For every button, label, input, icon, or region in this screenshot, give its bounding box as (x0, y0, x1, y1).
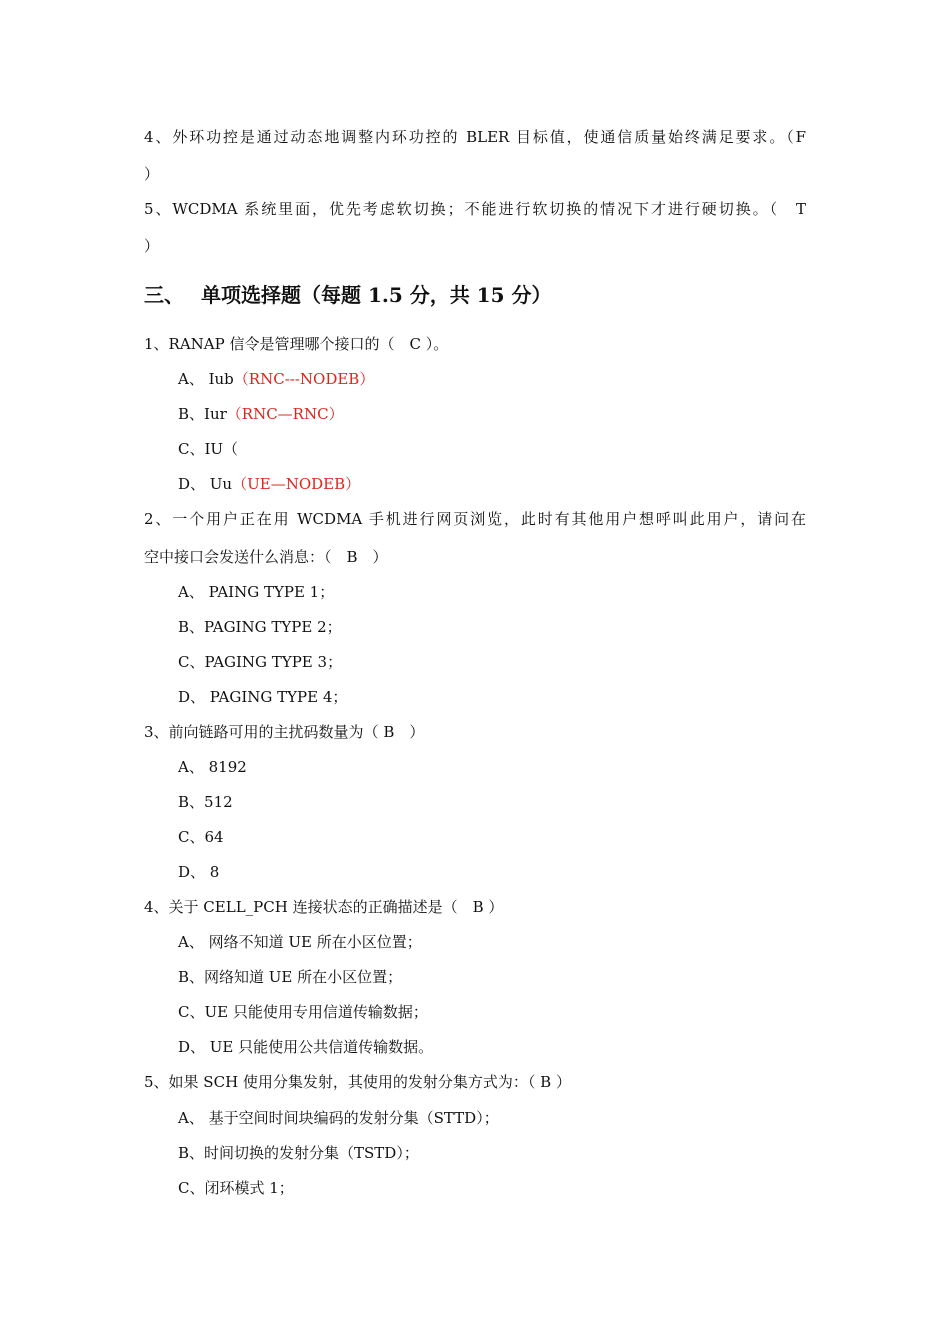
question-4-option-d: D、 UE 只能使用公共信道传输数据。 (178, 1038, 434, 1056)
question-1-option-c (178, 439, 806, 459)
question-3-option-a: A、 8192 (178, 758, 247, 776)
option-annotation: （RNC—RNC） (226, 405, 344, 423)
option-text: D、 Uu (178, 475, 233, 493)
section-title: 单项选择题（每题 1.5 分，共 15 分） (201, 283, 552, 307)
question-5-option-b: B、时间切换的发射分集（TSTD）； (178, 1144, 419, 1162)
question-2-stem: 2、一个用户正在用 WCDMA 手机进行网页浏览，此时有其他用户想呼叫此用户，请问在 (144, 510, 806, 528)
question-1-option-d (178, 474, 806, 494)
question-1-stem: 1、RANAP 信令是管理哪个接口的（ C ）。 (144, 335, 449, 353)
judgement-q5: 5、WCDMA 系统里面，优先考虑软切换；不能进行软切换的情况下才进行硬切换。（ T (144, 200, 806, 218)
judgement-q5-close: ） (144, 237, 160, 255)
question-1-option-a (178, 369, 806, 389)
question-2-option-b: B、PAGING TYPE 2； (178, 618, 342, 636)
question-2-stem-continued: 空中接口会发送什么消息：（ B ） (144, 548, 388, 566)
section-number: 三、 (144, 283, 184, 307)
question-4-stem: 4、关于 CELL_PCH 连接状态的正确描述是（ B ） (144, 898, 504, 916)
question-3-option-d: D、 8 (178, 863, 220, 881)
question-3-option-b: B、512 (178, 793, 233, 811)
question-5-stem: 5、如果 SCH 使用分集发射，其使用的发射分集方式为：（ B ） (144, 1073, 571, 1091)
section-heading (144, 282, 551, 308)
question-2-option-a: A、 PAING TYPE 1； (178, 583, 335, 601)
question-4-option-c: C、UE 只能使用专用信道传输数据； (178, 1003, 428, 1021)
judgement-q4: 4、外环功控是通过动态地调整内环功控的 BLER 目标值，使通信质量始终满足要求。（F (144, 128, 806, 146)
question-2-option-d: D、 PAGING TYPE 4； (178, 688, 348, 706)
question-4-option-b: B、网络知道 UE 所在小区位置； (178, 968, 403, 986)
option-text: C、IU（ (178, 440, 239, 458)
question-4-option-a: A、 网络不知道 UE 所在小区位置； (178, 933, 422, 951)
question-5-option-c: C、闭环模式 1； (178, 1179, 294, 1197)
question-5-option-a: A、 基于空间时间块编码的发射分集（STTD）； (178, 1109, 499, 1127)
option-annotation: （RNC---NODEB） (233, 370, 375, 388)
option-text: A、 Iub (178, 370, 234, 388)
question-3-option-c: C、64 (178, 828, 224, 846)
question-3-stem: 3、前向链路可用的主扰码数量为（ B ） (144, 723, 425, 741)
question-2-option-c: C、PAGING TYPE 3； (178, 653, 343, 671)
option-text: B、Iur (178, 405, 227, 423)
option-annotation: （UE—NODEB） (232, 475, 361, 493)
judgement-q4-close: ） (144, 165, 160, 183)
question-1-option-b (178, 404, 806, 424)
